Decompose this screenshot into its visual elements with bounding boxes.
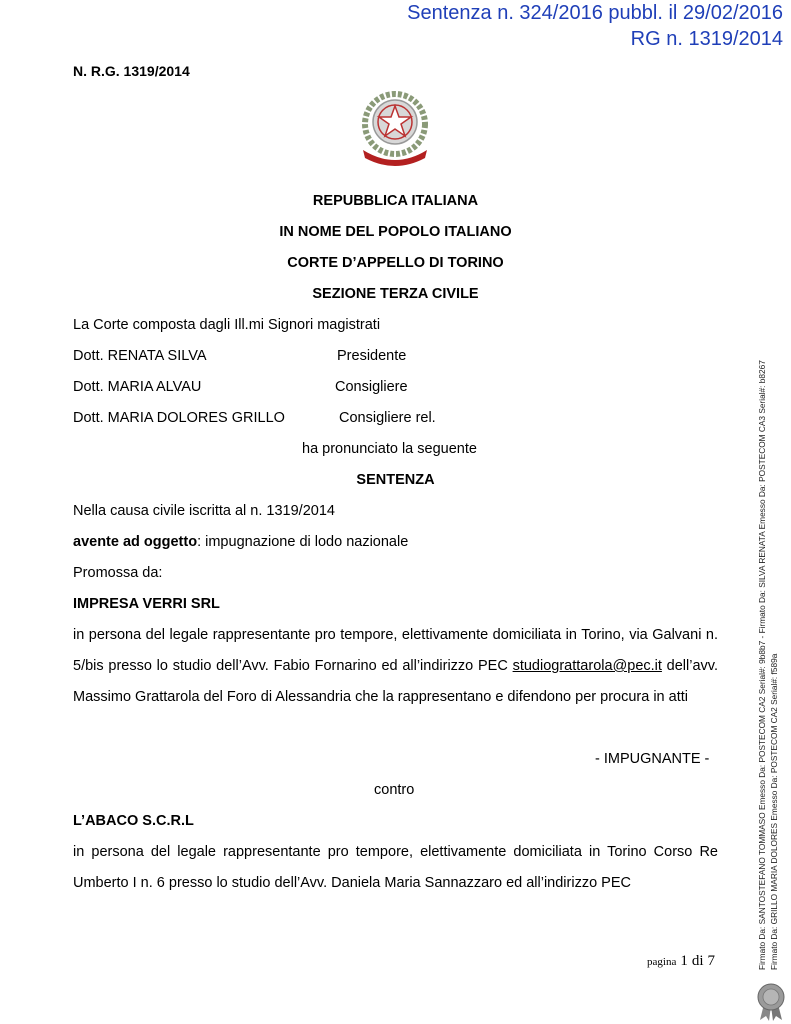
member-role: Presidente [337,348,407,364]
party-name-impugnante: IMPRESA VERRI SRL [73,596,220,612]
stamp-line-rg: RG n. 1319/2014 [630,28,783,50]
publication-stamp [407,0,783,52]
seal-icon [754,982,788,1022]
pagina-label: pagina [647,956,677,968]
member-name: Dott. MARIA ALVAU [73,379,202,395]
title-popolo: IN NOME DEL POPOLO ITALIANO [279,224,512,240]
page-number: 1 [680,953,688,969]
title-corte: CORTE D’APPELLO DI TORINO [287,255,504,271]
member-name: Dott. MARIA DOLORES GRILLO [73,410,285,426]
party-description-abaco: in persona del legale rappresentante pro tempore, elettivamente domiciliata in Torino Corso Re Umberto I n. 6 presso lo studio dell’Avv. Daniela Maria Sannazzaro ed all’indirizzo PEC [73,844,718,891]
party-text: in persona del legale rappresentante pro tempore, elettivamente domiciliata in Torino, via Galvani n. 5/bis presso lo studio dell’Avv. Fabio Fornarino ed all’indirizzo PEC [73,627,718,674]
member-role: Consigliere rel. [339,410,436,426]
promossa-label: Promossa da: [73,565,163,581]
impugnante-role: - IMPUGNANTE - [595,751,710,767]
svg-text:•: • [393,157,397,163]
case-line: Nella causa civile iscritta al n. 1319/2014 [73,503,335,519]
party-text: dell’avv. Massimo Grattarola del Foro di Alessandria che la rappresentano e difendono per procura in atti [73,658,718,705]
page-footer [647,952,715,970]
emblem-icon [355,86,435,168]
signature-line-2: Firmato Da: GRILLO MARIA DOLORES Emesso Da: POSTECOM CA2 Serial#: f589a [769,653,779,970]
page-total: 7 [707,953,715,969]
signature-line-1: Firmato Da: SANTOSTEFANO TOMMASO Emesso Da: POSTECOM CA2 Serial#: 9b8b7 - Firmato Da: SILVA RENATA Emesso Da: POSTECOM CA3 Serial#: b8267 [757,360,767,970]
member-role: Consigliere [335,379,408,395]
title-repubblica: REPUBBLICA ITALIANA [312,193,479,209]
member-name: Dott. RENATA SILVA [73,348,207,364]
object-value: : impugnazione di lodo nazionale [197,534,409,550]
pec-email-link[interactable]: studiograttarola@pec.it [512,658,662,674]
object-label: avente ad oggetto [73,534,198,550]
sentenza-heading: SENTENZA [356,472,435,488]
court-intro: La Corte composta dagli Ill.mi Signori magistrati [73,317,381,333]
pronounced-text: ha pronunciato la seguente [302,441,477,457]
case-object [73,534,408,550]
party-description-impugnante [73,620,718,713]
nrg-number: N. R.G. 1319/2014 [73,63,190,79]
di-label: di [691,953,704,969]
stamp-line-sentenza: Sentenza n. 324/2016 pubbl. il 29/02/2016 [407,2,783,24]
title-sezione: SEZIONE TERZA CIVILE [312,286,479,302]
contro-text: contro [374,782,415,798]
party-name-abaco: L’ABACO S.C.R.L [73,813,194,829]
